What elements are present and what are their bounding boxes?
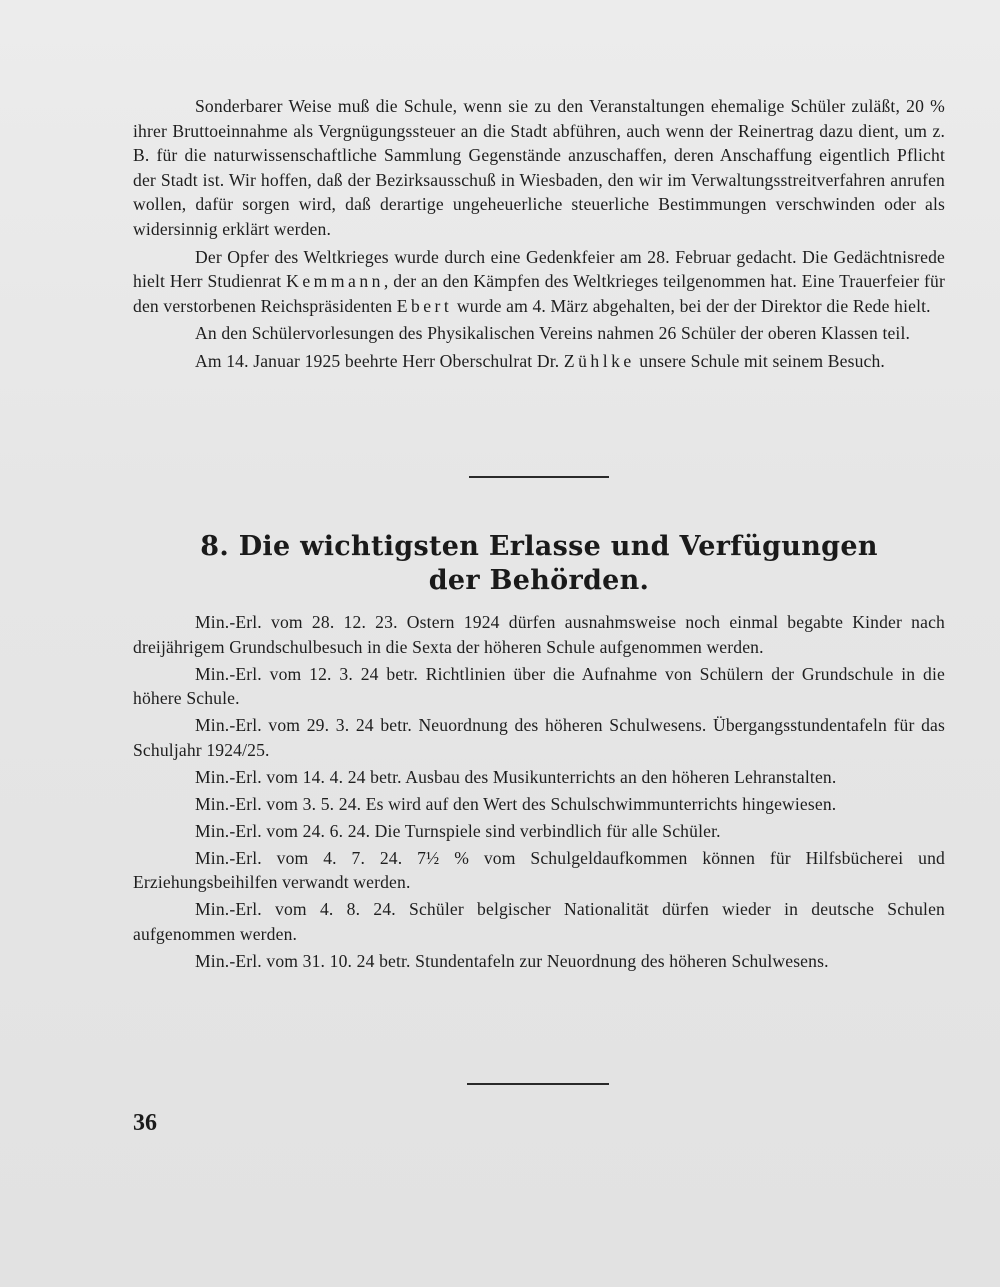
erlass-item: Min.-Erl. vom 29. 3. 24 betr. Neuordnung des höheren Schulwesens. Übergangsstundentafeln für das Schuljahr 1924/25. (133, 715, 945, 760)
section-divider-top (469, 476, 609, 478)
heading-line-2: der Behörden. (428, 565, 650, 596)
section-7-continuation (133, 94, 945, 377)
heading-line-1: 8. Die wichtigsten Erlasse und Verfügungen (200, 531, 878, 562)
name-zuehlke: Zühlke (563, 350, 635, 371)
erlass-item: Min.-Erl. vom 12. 3. 24 betr. Richtlinien über die Aufnahme von Schülern der Grundschule in die höhere Schule. (133, 663, 945, 709)
gedenkfeier-text-b: , der an den Kämpfen des Weltkrieges teilgenommen hat. Eine Trauerfeier für den verstorbenen Reichspräsidenten (133, 271, 945, 316)
section-8-heading (133, 530, 945, 598)
erlass-item: Min.-Erl. vom 4. 8. 24. Schüler belgischer Nationalität dürfen wieder in deutsche Schulen aufgenommen werden. (133, 899, 945, 944)
erlass-item: Min.-Erl. vom 3. 5. 24. Es wird auf den Wert des Schulschwimmunterrichts hingewiesen. (195, 793, 837, 814)
gedenkfeier-text-a: Der Opfer des Weltkrieges wurde durch eine Gedenkfeier am 28. Februar gedacht. Die Gedächtnisrede hielt Herr Studienrat (133, 246, 945, 292)
section-divider-bottom (467, 1083, 609, 1085)
paragraph-schuelervorlesungen: An den Schülervorlesungen des Physikalischen Vereins nahmen 26 Schüler der oberen Klassen teil. (195, 323, 911, 344)
gedenkfeier-text-c: wurde am 4. März abgehalten, bei der der Direktor die Rede hielt. (452, 295, 931, 316)
paragraph-besuch (133, 349, 945, 374)
name-kemmann: Kemmann (286, 271, 384, 292)
erlass-item: Min.-Erl. vom 4. 7. 24. 7½ % vom Schulgeldaufkommen können für Hilfsbücherei und Erziehungsbeihilfen verwandt werden. (133, 847, 945, 893)
name-ebert: Ebert (396, 295, 453, 316)
erlass-item: Min.-Erl. vom 14. 4. 24 betr. Ausbau des Musikunterrichts an den höheren Lehranstalten. (195, 766, 837, 787)
page-number: 36 (133, 1110, 157, 1136)
erlass-item: Min.-Erl. vom 28. 12. 23. Ostern 1924 dürfen ausnahmsweise noch einmal begabte Kinder nach dreijährigem Grundschulbesuch in die Sexta der höheren Schule aufgenommen werden. (133, 612, 945, 657)
besuch-text-b: unsere Schule mit seinem Besuch. (634, 350, 885, 371)
erlass-item: Min.-Erl. vom 24. 6. 24. Die Turnspiele sind verbindlich für alle Schüler. (195, 820, 721, 841)
erlass-item: Min.-Erl. vom 31. 10. 24 betr. Stundentafeln zur Neuordnung des höheren Schulwesens. (195, 950, 829, 971)
erlasse-list (133, 610, 945, 976)
besuch-text-a: Am 14. Januar 1925 beehrte Herr Oberschulrat Dr. (195, 350, 564, 371)
paragraph-vergnuegungssteuer: Sonderbarer Weise muß die Schule, wenn sie zu den Veranstaltungen ehemalige Schüler zuläßt, 20 % ihrer Bruttoeinnahme als Vergnügungssteuer an die Stadt abführen, auch wenn der Reinertrag dazu dient, um z. B. für die naturwissenschaftliche Sammlung Gegenstände anzuschaffen, deren Anschaffung eigentlich Pflicht der Stadt ist. Wir hoffen, daß der Bezirksausschuß in Wiesbaden, den wir im Verwaltungsstreitverfahren anrufen wollen, dafür sorgen wird, daß derartige ungeheuerliche steuerliche Bestimmungen verschwinden oder als widersinnig erklärt werden. (133, 96, 945, 239)
paragraph-gedenkfeier (133, 245, 945, 319)
